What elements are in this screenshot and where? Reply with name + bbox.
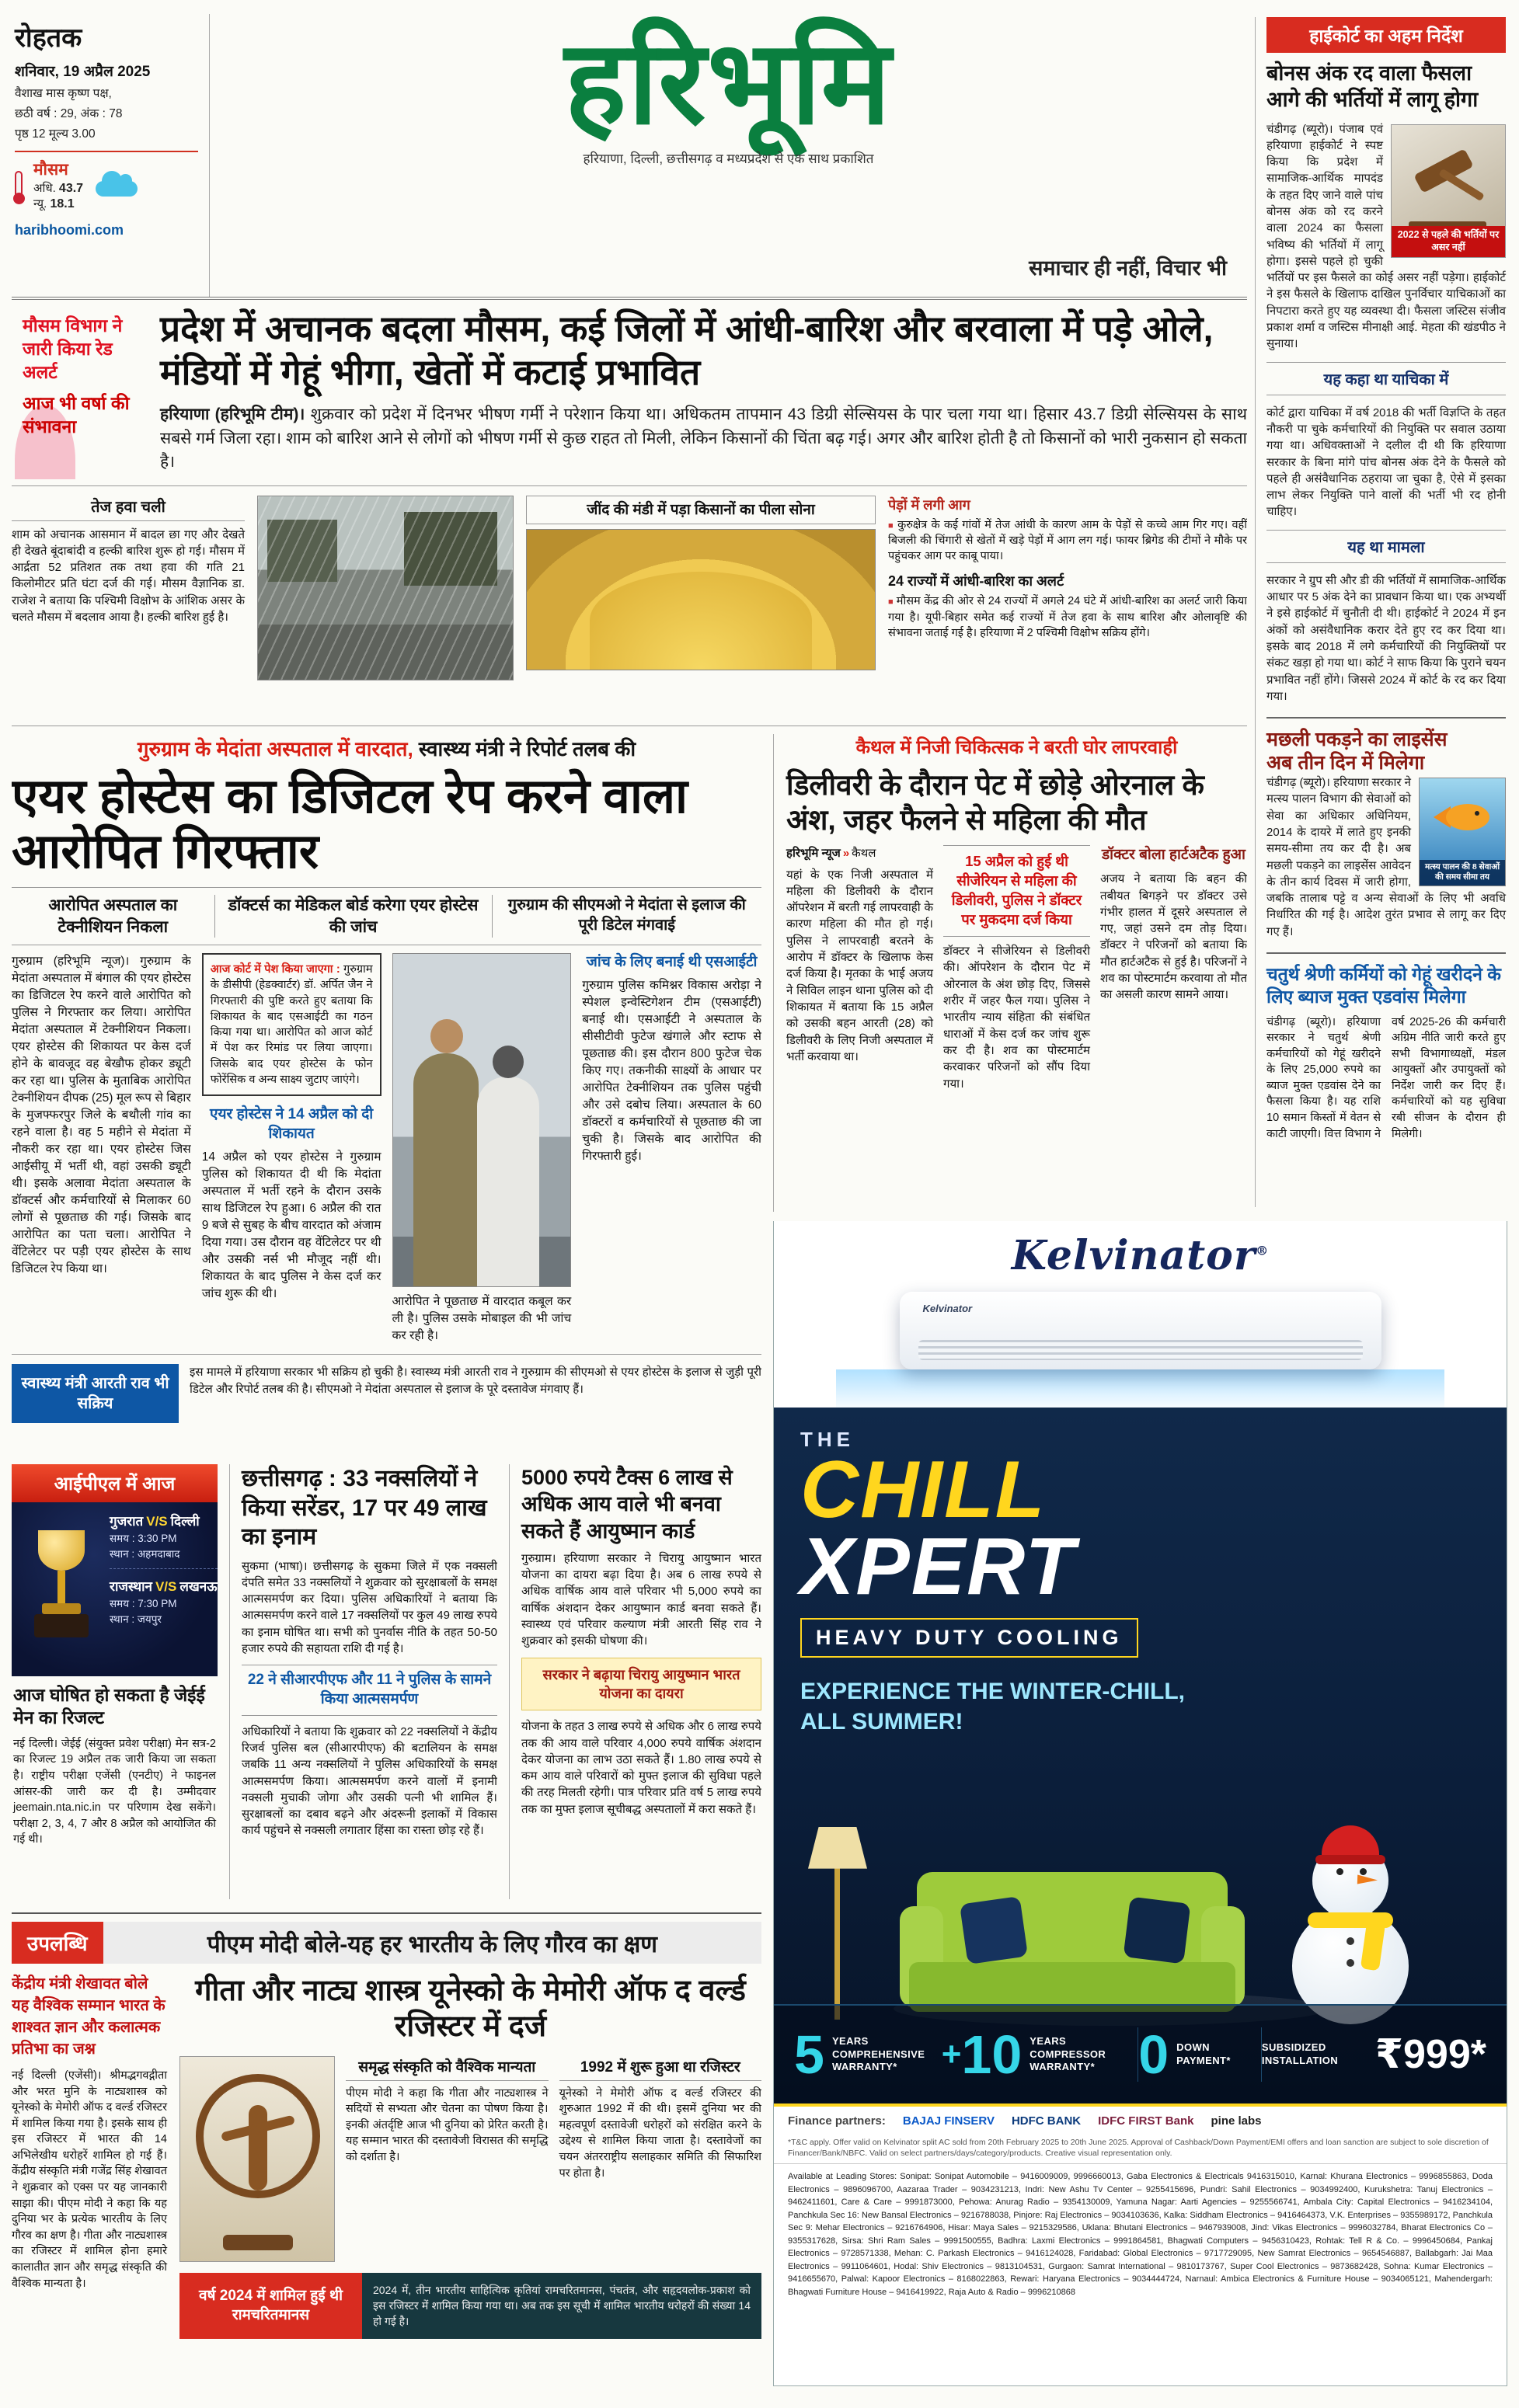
dealer-list: Available at Leading Stores: Sonipat: Sonipat Automobile – 9416009009, 9996660013, Gaba Electronics & Electricals 9416315010, Karnal: Khurana Electronics – 9996855863, Doda Electronics – 9896096700, Aazaraa Trader – 9034231213, Indri: New Ashu Tv Center – 9255415696, Pundri: Sahil Electronics – 9034992400, Kurukshetra: Tanuj Electronics – 9462411601, Care & Care – 9991873000, Pehowa: Anurag Radio – 9354130009, Yamuna Nagar: Aarti Agencies – 9255566741, Ambala City: Capital Electronics – 9416234104, Panchkula Sec 16: New Bansal Electronics – 9216788038, Pinjore: Raj Electronics – 9034103636, Kalka: Siddham Electronics – 9416464373, V.K. Enterprises – 9355989172, Panchkula Sec 9: Mehar Electronics – 9216764906, Hisar: Maya Sales – 9215329586, Uklana: Bhutani Electronics – 9467939008, Jind: Vikas Electronics – 9996032784, Bharat Electronics Co – 9355317628, Sirsa: Shri Ram Sales – 9991500555, Badhra: Laxmi Electronics – 9991864581, Bhagwati Computers – 9456310423, Rohtak: Tell R & Co. – 9996450684, Pankaj Electronics – 9728571338, Mehan: C. Parkash Electronics – 9416124028, Faridabad: Global Electronics – 9717729095, New Samrat Electronics – 9654546887, Ballabgarh: Jai Maa Electronics – 9911064601, Hodal: Shiv Electronics – 9813104531, Gurgaon: Samrat International – 9810173767, Super Cool Electronics – 9873682428, Sohna: Kumar Electronics – 9416655670, Palwal: Kapoor Electronics – 8168022863, Rewari: Haryana Electronics – 9034444724, Narnaul: Ambica Electronics & Furniture House – 9034065121, Mahendergarh: Bhagwati Furniture House – 9416419922, Raja Auto & Radio – 9996210868 xyxy=(774,2163,1507,2306)
ad-tagline: EXPERIENCE THE WINTER-CHILL, ALL SUMMER! xyxy=(800,1678,1186,1735)
minister-strip xyxy=(12,1354,761,1423)
date-line: शनिवार, 19 अप्रैल 2025 xyxy=(15,64,151,80)
unesco-sub2-body: यूनेस्को ने मेमोरी ऑफ द वर्ल्ड रजिस्टर की शुरुआत 1992 में की थी। इसमें दुनिया भर की महत्वपूर्ण दस्तावेजी धरोहरों को संरक्षित करने के उद्देश्य से शामिल किया जाता है। दस्तावेजों का चयन अंतरराष्ट्रीय सलाहकार समिति की सिफारिश पर होता है। xyxy=(559,2086,761,2180)
sit-body: गुरुग्राम पुलिस कमिश्नर विकास अरोड़ा ने स्पेशल इन्वेस्टिगेशन टीम (एसआईटी) बनाई थी। एसआईटी ने अस्पताल के सीसीटीवी फुटेज खंगाले और स्टाफ से पूछताछ की। इस दौरान 800 फुटेज चेक किए गए। तकनीकी साक्ष्यों के आधार पर आरोपित टेक्नीशियन तक पुलिस पहुंची और उसे दबोच लिया। अस्पताल के 60 डॉक्टरों व कर्मचारियों से पूछताछ की जा चुकी है। जिसके बाद आरोपित की गिरफ्तारी हुई। xyxy=(582,978,761,1163)
fish-headline xyxy=(1266,728,1506,774)
match1-venue: स्थान : अहमदाबाद xyxy=(110,1548,180,1560)
court-box-body: गुरुग्राम के डीसीपी (हेडक्वार्टर) डॉ. अर्पित जैन ने गिरफ्तारी की पुष्टि करते हुए बताया कि शिकायत के बाद एसआईटी का गठन किया गया था। आरोपित को आज कोर्ट में पेश कर रिमांड पर लिया जाएगा। जिसके बाद एयर होस्टेस के फोन फोरेंसिक व अन्य साक्ष्य जुटाए जाएंगे। xyxy=(210,962,373,1087)
temp-max xyxy=(33,180,83,196)
ramcharitmanas-body: 2024 में, तीन भारतीय साहित्यिक कृतियां रामचरितमानस, पंचतंत्र, और सहृदयलोक-प्रकाश को इस रजिस्टर में शामिल किया गया था। अब तक इस सूची में शामिल भारतीय धरोहरों की संख्या 14 हो गई है। xyxy=(362,2273,761,2339)
kaithal-headline: डिलीवरी के दौरान पेट में छोड़े ओरनाल के अंश, जहर फैलने से महिला की मौत xyxy=(786,769,1204,837)
fish-icon xyxy=(1420,778,1505,856)
naxal-body2: अधिकारियों ने बताया कि शुक्रवार को 22 नक्सलियों ने केंद्रीय रिजर्व पुलिस बल (सीआरपीएफ) की बटालियन के समक्ष जबकि 11 अन्य नक्सलियों ने पुलिस अधिकारियों के समक्ष आत्मसमर्पण किया। आत्मसमर्पण करने वालों में इनामी नक्सली मुचाकी जोगा और उसकी पत्नी भी शामिल हैं। सुरक्षाबलों का दबाव बढ़ने और अंदरूनी इलाकों में विकास कार्य पहुंचने से नक्सली लगातार हिंसा का रास्ता छोड़ रहे हैं। xyxy=(242,1724,497,1838)
kaithal-byline xyxy=(786,845,933,861)
fish-headline-line1: मछली पकड़ने का लाइसेंस xyxy=(1266,729,1448,751)
alerts-column xyxy=(888,496,1247,680)
naxal-body1: सुकमा (भाषा)। छत्तीसगढ़ के सुकमा जिले में एक नक्सली दंपति समेत 33 नक्सलियों ने शुक्रवार को सुरक्षाबलों के समक्ष आत्मसमर्पण कर दिया। पुलिस अधिकारियों ने बताया कि आत्मसमर्पण करने वाले 17 नक्सलियों पर कुल 49 लाख रुपये का इनाम घोषित था। सभी को पुनर्वास नीति के तहत 50-50 हजार रुपये की सहायता राशि दी गई है। xyxy=(242,1559,497,1655)
court-box-head: आज कोर्ट में पेश किया जाएगा : xyxy=(210,962,340,976)
match-1 xyxy=(110,1512,218,1561)
issue-line: छठी वर्ष : 29, अंक : 78 xyxy=(15,107,123,120)
minister-label: स्वास्थ्य मंत्री आरती राव भी सक्रिय xyxy=(12,1364,179,1423)
unesco-left-body: नई दिल्ली (एजेंसी)। श्रीमद्भगवद्गीता और भरत मुनि के नाट्यशास्त्र को यूनेस्को के मेमोरी ऑफ द वर्ल्ड रजिस्टर में शामिल किया गया है। इसके साथ ही इस रजिस्टर में भारत की 14 अभिलेखीय धरोहरें शामिल हो गई हैं। केंद्रीय संस्कृति मंत्री गजेंद्र सिंह शेखावत ने शुक्रवार को एक्स पर यह जानकारी साझा की। पीएम मोदी ने कहा कि यह दुनिया भर के प्रत्येक भारतीय के लिए गौरव का क्षण है। गीता और नाट्यशास्त्र का रजिस्टर में शामिल होना हमारे कालातीत ज्ञान और समृद्ध संस्कृति की वैश्विक मान्यता है। xyxy=(12,2069,167,2290)
ac-brand-text: Kelvinator xyxy=(922,1303,973,1314)
kaithal-story xyxy=(773,734,1247,1212)
states-alert-subhead: 24 राज्यों में आंधी-बारिश का अलर्ट xyxy=(888,573,1064,590)
finance-partners-row xyxy=(774,2104,1507,2135)
air-kicker-red: गुरुग्राम के मेदांता अस्पताल में वारदात, xyxy=(137,737,413,760)
highcourt-kicker: हाईकोर्ट का अहम निर्देश xyxy=(1266,17,1506,53)
calendar-line: वैशाख मास कृष्ण पक्ष, xyxy=(15,87,112,100)
newspaper-logo: हरिभूमि xyxy=(564,17,893,148)
warranty-5yr: 5 YEARS COMPREHENSIVE WARRANTY* xyxy=(794,2023,925,2085)
highcourt-sub2-head: यह था मामला xyxy=(1266,530,1506,563)
air-kicker xyxy=(12,734,761,762)
ayushman-story xyxy=(509,1464,761,1899)
weather-lead-story xyxy=(12,307,1247,726)
kelvinator-ad xyxy=(773,1221,1507,2386)
unesco-sub2 xyxy=(559,2056,762,2262)
unesco-left-column xyxy=(12,1973,167,2339)
air-decks xyxy=(12,887,761,945)
unesco-sub1-head: समृद्ध संस्कृति को वैश्विक मान्यता xyxy=(346,2056,549,2081)
mandi-title: जींद की मंडी में पड़ा किसानों का पीला सोना xyxy=(526,496,876,525)
match-divider xyxy=(110,1568,218,1569)
masthead-info-panel xyxy=(12,14,210,297)
registered-mark: ® xyxy=(1256,1243,1270,1258)
sidebar-divider xyxy=(1266,717,1506,719)
temp-min-label: न्यू. xyxy=(33,197,47,211)
thermometer-icon xyxy=(15,171,23,199)
price-line: पृष्ठ 12 मूल्य 3.00 xyxy=(15,127,96,141)
fish-headline-line2: अब तीन दिन में मिलेगा xyxy=(1266,752,1425,774)
rain-street-photo xyxy=(257,496,514,680)
kaithal-body2: डॉक्टर ने सीजेरियन से डिलीवरी की। ऑपरेशन के दौरान पेट में ओरनाल के अंश छोड़ दिए, जिससे शरीर में जहर फैल गया। पुलिस ने भारतीय न्याय संहिता की संबंधित धाराओं में केस दर्ज कर जांच शुरू कर दी है। शव का पोस्टमार्टम करवाकर परिजनों को सौंप दिया गया। xyxy=(943,945,1090,1091)
kaithal-kicker: कैथल में निजी चिकित्सक ने बरती घोर लापरवाही xyxy=(855,737,1178,758)
weather-box xyxy=(15,151,198,211)
naxal-story xyxy=(229,1464,497,1899)
temp-max-value: 43.7 xyxy=(58,182,84,195)
unesco-sub1 xyxy=(346,2056,549,2262)
zero-down-payment: 0 DOWN PAYMENT* xyxy=(1138,2023,1231,2085)
match2-venue: स्थान : जयपुर xyxy=(110,1613,162,1625)
winter-room-scene xyxy=(800,1748,1480,2027)
weather-lead-text: शुक्रवार को प्रदेश में दिनभर भीषण गर्मी ने परेशान किया था। अधिकतम तापमान 43 डिग्री सेल्सियस के पार चला गया था। हिसार 43.7 डिग्री सेल्सियस के साथ सबसे गर्म जिला रहा। शाम को बारिश आने से लोगों को भीषण गर्मी से कुछ राहत तो मिली, लेकिन किसानों की चिंता बढ़ गई। अगर और बारिश होती है तो किसानों को भारी नुकसान हो सकता है। xyxy=(160,405,1247,472)
ipl-panel xyxy=(12,1502,218,1676)
subsidized-installation: SUBSIDIZED INSTALLATION ₹999* xyxy=(1261,2031,1486,2077)
ipl-matches xyxy=(110,1512,218,1667)
nataraja-statue-photo xyxy=(179,2056,335,2262)
ac-grille xyxy=(918,1340,1363,1360)
ad-heavy-duty: HEAVY DUTY COOLING xyxy=(800,1618,1138,1658)
highcourt-sub2-body: सरकार ने ग्रुप सी और डी की भर्तियों में सामाजिक-आर्थिक आधार पर 5 अंक देने का प्रावधान किया था। एक अभ्यर्थी ने इसे हाईकोर्ट में चुनौती दी थी। हाईकोर्ट ने 2024 में इन अंकों को असंवैधानिक करार देते हुए रद कर दिया था। इसके बाद 2018 में लगे कर्मचारियों की नियुक्तियों पर संकट खड़ा हो गया था। कोर्ट ने साफ किया कि पुराने चयन प्रभावित नहीं होंगे। जिससे 2024 में कोर्ट के रद कर दिया गया। xyxy=(1266,573,1506,703)
warranty-10yr: 10 YEARS COMPRESSOR WARRANTY* xyxy=(961,2023,1106,2085)
weather-lead-label: हरियाणा (हरिभूमि टीम)। xyxy=(160,405,305,424)
kaithal-highlight-box: 15 अप्रैल को हुई थी सीजेरियन से महिला की डिलीवरी, पुलिस ने डॉक्टर पर मुकदमा दर्ज किया xyxy=(943,845,1090,937)
advance-body: चंडीगढ़ (ब्यूरो)। हरियाणा सरकार ने चतुर्थ श्रेणी कर्मचारियों को गेहूं खरीदने के लिए 25,000 रुपये का ब्याज मुक्त एडवांस देने का फैसला किया है। यह राशि 10 समान किस्तों में वेतन से काटी जाएगी। वित्त विभाग ने वर्ष 2025-26 की कर्मचारी अग्रिम नीति जारी करते हुए सभी विभागाध्यक्षों, मंडल आयुक्तों और उपायुक्तों को निर्देश जारी कर दिए हैं। कर्मचारियों को यह सुविधा रबी सीजन के दौरान ही मिलेगी। xyxy=(1266,1015,1506,1140)
highcourt-sub1-head: यह कहा था याचिका में xyxy=(1266,362,1506,395)
edition-city: रोहतक xyxy=(15,23,82,53)
sidebar-divider xyxy=(1266,952,1506,954)
weather-main xyxy=(160,307,1247,475)
lamp-icon xyxy=(834,1864,840,2020)
doctor-body: अजय ने बताया कि बहन की तबीयत बिगड़ने पर डॉक्टर उसे गंभीर हालत में दूसरे अस्पताल ले गए, जहां उसने दम तोड़ दिया। डॉक्टर ने परिजनों को बताया कि मौत हार्टअटैक से हुई है। परिजनों ने शव का पोस्टमार्टम करवाया तो मौत का असली कारण सामने आया। xyxy=(1100,872,1247,1002)
wheat-heap xyxy=(590,572,813,670)
website-link[interactable]: haribhoomi.com xyxy=(15,222,124,238)
weather-lead xyxy=(160,403,1247,474)
ad-top-area xyxy=(774,1221,1507,1408)
air-body-col4 xyxy=(582,953,761,1345)
temp-min xyxy=(33,196,83,211)
alert-line2: आज भी वर्षा की संभावना xyxy=(23,392,130,437)
bajaj-finserv-logo: BAJAJ FINSERV xyxy=(902,2114,995,2128)
terms-and-conditions: *T&C apply. Offer valid on Kelvinator split AC sold from 20th February 2025 to 20th June 2025. Approval of Cashback/Down Payment/EMI offers and loan sanction are subject to sole discretion of Financer/Bank/NBFC. Valid on select partners/days/category/products. Creative visual representation only. xyxy=(774,2135,1507,2163)
ayushman-headline: 5000 रुपये टैक्स 6 लाख से अधिक आय वाले भी बनवा सकते हैं आयुष्मान कार्ड xyxy=(521,1466,733,1543)
ad-the: THE xyxy=(800,1428,855,1451)
cool-air-glow xyxy=(836,1369,1444,1411)
unesco-story xyxy=(12,1912,761,2392)
match2-time: समय : 7:30 PM xyxy=(110,1598,177,1609)
states-alert-body: ■ मौसम केंद्र की ओर से 24 राज्यों में अगले 24 घंटे में आंधी-बारिश का अलर्ट जारी किया गया है। यूपी-बिहार समेत कई राज्यों में तेज हवा के साथ बारिश और ओलावृष्टि की संभावना जताई गई है। हरियाणा में 2 पश्चिमी विक्षोभ सक्रिय होंगे। xyxy=(888,593,1247,641)
jee-body: नई दिल्ली। जेईई (संयुक्त प्रवेश परीक्षा) मेन सत्र-2 का रिजल्ट 19 अप्रैल तक जारी किया जा सकता है। राष्ट्रीय परीक्षा एजेंसी (एनटीए) ने फाइनल आंसर-की जारी कर दी है। उम्मीदवार jeemain.nta.nic.in पर परिणाम देख सकेंगे। परीक्षा 2, 3, 4, 7 और 8 अप्रैल को आयोजित की गई थी। xyxy=(13,1737,216,1846)
highcourt-body: चंडीगढ़ (ब्यूरो)। पंजाब एवं हरियाणा हाईकोर्ट ने स्पष्ट किया कि प्रदेश में सामाजिक-आर्थिक मापदंड के तहत दिए जाने वाले पांच बोनस अंक को रद करने वाला 2024 का फैसला भविष्य की भर्तियों में लागू होगा। इससे पहले हो चुकी भर्तियों पर इस फैसले का कोई असर नहीं पड़ेगा। हाईकोर्ट ने इस फैसले के खिलाफ दाखिल पुनर्विचार याचिकाओं का निपटारा करते हुए यह व्यवस्था दी। फैसला जस्टिस संजीव प्रकाश शर्मा व जस्टिस मीनाक्षी आई. मेहता की खंडपीठ ने सुनाया। xyxy=(1266,122,1506,351)
masthead xyxy=(12,14,1247,300)
byline-location: कैथल xyxy=(852,847,876,861)
fire-body: ■ कुरुक्षेत्र के कई गांवों में तेज आंधी के कारण आम के पेड़ों से कच्चे आम गिर गए। वहीं बिजली की चिंगारी से खेतों में खड़े पेड़ों में आग लग गई। फायर ब्रिगेड की टीमों ने मौके पर पहुंचकर आग पर काबू पाया। xyxy=(888,517,1247,565)
complaint-body: 14 अप्रैल को एयर होस्टेस ने गुरुग्राम पुलिस को शिकायत दी थी कि मेदांता अस्पताल में भर्ती रहने के दौरान उसके साथ डिजिटल रेप हुआ। 6 अप्रैल की रात 9 बजे से सुबह के बीच वारदात को अंजाम दिया गया। उस दौरान वह वेंटिलेटर पर थी और उसकी नर्स भी मौजूद नहीं थी। शिकायत के बाद पुलिस ने केस दर्ज कर जांच शुरू की थी। xyxy=(201,1150,381,1300)
wheat-mandi-photo xyxy=(526,529,876,670)
ramcharitmanas-label: वर्ष 2024 में शामिल हुई थी रामचरितमानस xyxy=(179,2273,362,2339)
minister-quote: केंद्रीय मंत्री शेखावत बोले यह वैश्विक सम्मान भारत के शाश्वत ज्ञान और कलात्मक प्रतिभा का जश्न xyxy=(12,1975,165,2058)
kaithal-col2 xyxy=(943,845,1090,1092)
kaithal-col1 xyxy=(786,845,933,1092)
cushion xyxy=(960,1896,1028,1964)
air-hostess-story xyxy=(12,734,761,1453)
ac-unit-image xyxy=(900,1292,1381,1369)
ipl-header: आईपीएल में आज xyxy=(12,1464,218,1502)
accused-figure xyxy=(477,1077,539,1286)
wind-body: शाम को अचानक आसमान में बादल छा गए और देखते ही देखते बूंदाबांदी व हल्की बारिश शुरू हो गई। मौसम में आर्द्रता 52 प्रतिशत तक तथा हवा की गति 21 किलोमीटर प्रति घंटा दर्ज की गई। मौसम वैज्ञानिक डा. राजेश ने बताया कि पश्चिमी विक्षोभ के आंशिक असर के चलते मौसम में बदलाव आया है। हल्की बारिश हुई है। xyxy=(12,527,245,625)
jee-headline: आज घोषित हो सकता है जेईई मेन का रिजल्ट xyxy=(13,1685,205,1728)
pm-quote-band: पीएम मोदी बोले-यह हर भारतीय के लिए गौरव का क्षण xyxy=(103,1922,761,1964)
rain-overlay xyxy=(258,496,513,680)
unesco-right-area xyxy=(179,1973,761,2339)
masthead-center xyxy=(210,14,1247,297)
police-figure xyxy=(413,1053,479,1286)
air-body-col2 xyxy=(202,953,381,1345)
kaithal-col3 xyxy=(1100,845,1247,1092)
pine-labs-logo: pine labs xyxy=(1211,2114,1262,2128)
weather-readings xyxy=(33,158,83,211)
match2-team1: राजस्थान xyxy=(110,1579,152,1594)
cushion xyxy=(1124,1896,1191,1964)
naxal-headline: छत्तीसगढ़ : 33 नक्सलियों ने किया सरेंडर, 17 पर 49 लाख का इनाम xyxy=(242,1466,487,1550)
air-body-col1: गुरुग्राम (हरिभूमि न्यूज)। गुरुग्राम के मेदांता अस्पताल में बंगाल की एयर होस्टेस का डिजिटल रेप करने वाले आरोपित को पुलिस ने गिरफ्तार कर लिया। आरोपित मेदांता अस्पताल में टेक्नीशियन निकला। एयर होस्टेस की शिकायत पर केस दर्ज होने के बावजूद वह बेखौफ होकर ड्यूटी कर रहा था। पुलिस के मुताबिक आरोपित टेक्नीशियन दीपक (25) मूल रूप से बिहार के मुजफ्फरपुर जिले के बथौली गांव का रहने वाला है। वह 5 महीने से मेदांता में नौकरी कर रहा था। एयर होस्टेस जिस आईसीयू में भर्ती थी, वहां उसकी ड्यूटी थी। इसके अलावा मेदांता अस्पताल के डॉक्टर्स और कर्मचारियों से मिलाकर 60 लोगों से पूछताछ की गई। जिसके बाद आरोपित का पता चला। आरोपित ने वेंटिलेटर पर पड़ी एयर होस्टेस के साथ डिजिटल रेप किया था। xyxy=(12,954,191,1275)
match1-time: समय : 3:30 PM xyxy=(110,1533,177,1544)
weather-headline: प्रदेश में अचानक बदला मौसम, कई जिलों में आंधी-बारिश और बरवाला में पड़े ओले, मंडियों में गेहूं भीगा, खेतों में कटाई प्रभावित xyxy=(160,308,1214,393)
minister-body: इस मामले में हरियाणा सरकार भी सक्रिय हो चुकी है। स्वास्थ्य मंत्री आरती राव ने गुरुग्राम की सीएमओ से एयर होस्टेस के इलाज से जुड़ी पूरी डिटेल और रिपोर्ट तलब की है। सीएमओ ने मेदांता अस्पताल से इलाज के पूरे दस्तावेज मंगवाए हैं। xyxy=(190,1365,761,1396)
air-deck-3: गुरुग्राम की सीएमओ ने मेदांता से इलाज की पूरी डिटेल मंगवाई xyxy=(492,895,761,938)
carrot-nose xyxy=(1357,1874,1378,1884)
warranty-strip xyxy=(774,2004,1507,2104)
tagline: समाचार ही नहीं, विचार भी xyxy=(1029,256,1227,280)
trophy-icon xyxy=(21,1512,102,1667)
hdfc-bank-logo: HDFC BANK xyxy=(1011,2114,1082,2128)
kaithal-body1: यहां के एक निजी अस्पताल में महिला की डिलीवरी के दौरान ऑपरेशन में बरती गई लापरवाही के कारण महिला की मौत हो गई। पुलिस ने लापरवाही बरतने के आरोप में डॉक्टर के खिलाफ केस दर्ज किया है। मृतका के भाई अजय ने सिविल लाइन थाना पुलिस को दी शिकायत में बताया कि 15 अप्रैल को उसकी बहन आरती (28) को डिलीवरी के लिए निजी अस्पताल में भर्ती करवाया था। xyxy=(786,868,933,1063)
finance-label: Finance partners: xyxy=(788,2114,886,2128)
fish-body: चंडीगढ़ (ब्यूरो)। हरियाणा सरकार ने मत्स्य पालन विभाग की सेवाओं को सेवा का अधिकार अधिनियम, 2014 के दायरे में लाते हुए इनकी समय-सीमा तय कर दी है। अब मछली पकड़ने का लाइसेंस आवेदन के तीन कार्य दिवस में जारी होगा, जबकि तालाब पट्टे व अन्य सेवाओं के लिए भी अवधि निर्धारित की गई है। आदेश तुरंत प्रभाव से लागू कर दिए गए हैं। xyxy=(1266,776,1506,938)
air-deck-2: डॉक्टर्स का मेडिकल बोर्ड करेगा एयर होस्टेस की जांच xyxy=(214,895,492,938)
doctor-subhead: डॉक्टर बोला हार्टअटैक हुआ xyxy=(1102,847,1246,864)
gavel-photo-caption: 2022 से पहले की भर्तियों पर असर नहीं xyxy=(1392,226,1505,256)
unesco-sub1-body: पीएम मोदी ने कहा कि गीता और नाट्यशास्त्र ने सदियों से सभ्यता और चेतना का पोषण किया है। इनकी अंतर्दृष्टि आज भी दुनिया को प्रेरित करती है। यह सम्मान भारत की दस्तावेजी विरासत की समृद्धि को दर्शाता है। xyxy=(346,2086,549,2164)
highcourt-headline: बोनस अंक रद वाला फैसला आगे की भर्तियों में लागू होगा xyxy=(1266,61,1479,111)
match2-team2: लखनऊ xyxy=(179,1579,218,1594)
match1-team2: दिल्ली xyxy=(170,1514,200,1529)
achievement-badge: उपलब्धि xyxy=(12,1922,103,1964)
sit-subhead: जांच के लिए बनाई थी एसआईटी xyxy=(586,953,758,970)
ayushman-body2: योजना के तहत 3 लाख रुपये से अधिक और 6 लाख रुपये तक की आय वाले परिवार 4,000 रुपये वार्षिक अंशदान देकर योजना का लाभ उठा सकते हैं। 1.80 लाख रुपये से कम आय वाले परिवारों को मुफ्त इलाज की सुविधा पहले की तरह मिलती रहेगी। पात्र परिवार प्रति वर्ष 5 लाख रुपये तक का मुफ्त इलाज सूचीबद्ध अस्पतालों में करा सकते हैं। xyxy=(521,1720,761,1816)
ad-xpert: XPERT xyxy=(800,1521,1076,1612)
mandi-column xyxy=(526,496,876,680)
kelvinator-logo: Kelvinator® xyxy=(1011,1232,1270,1279)
accused-arrest-photo xyxy=(392,953,572,1287)
wind-subhead: तेज हवा चली xyxy=(12,496,245,521)
air-body-col3 xyxy=(392,953,572,1345)
jee-story xyxy=(12,1676,218,1848)
ipl-box xyxy=(12,1464,218,1899)
plus-sign: + xyxy=(941,2035,962,2073)
match1-vs: V/S xyxy=(146,1514,168,1529)
temp-min-value: 18.1 xyxy=(50,197,75,211)
byline-brand: हरिभूमि न्यूज xyxy=(786,847,841,861)
match2-vs: V/S xyxy=(155,1579,177,1594)
right-sidebar xyxy=(1255,17,1507,1207)
red-alert-box xyxy=(12,307,148,475)
air-headline: एयर होस्टेस का डिजिटल रेप करने वाला आरोपित गिरफ्तार xyxy=(12,770,688,879)
naxal-subhead: 22 ने सीआरपीएफ और 11 ने पुलिस के सामने किया आत्मसमर्पण xyxy=(242,1665,497,1715)
match-2 xyxy=(110,1577,218,1626)
ad-chill: CHILL xyxy=(800,1445,1047,1535)
byline-separator: » xyxy=(842,847,850,861)
air-kicker-black: स्वास्थ्य मंत्री ने रिपोर्ट तलब की xyxy=(413,737,636,760)
fire-subhead: पेड़ों में लगी आग xyxy=(888,496,970,513)
fish-photo-caption: मत्स्य पालन की 8 सेवाओं की समय सीमा तय xyxy=(1420,860,1505,886)
weather-label: मौसम xyxy=(33,161,68,179)
ad-dark-area xyxy=(774,1408,1507,2104)
idfc-first-bank-logo: IDFC FIRST Bank xyxy=(1098,2114,1194,2128)
cloud-icon xyxy=(96,181,138,197)
wind-column xyxy=(12,496,245,680)
complaint-subhead: एयर होस्टेस ने 14 अप्रैल को दी शिकायत xyxy=(210,1106,374,1142)
unesco-headline: गीता और नाट्य शास्त्र यूनेस्को के मेमोरी ऑफ द वर्ल्ड रजिस्टर में दर्ज xyxy=(195,1975,746,2044)
goldfish-photo xyxy=(1419,778,1506,886)
advance-headline: चतुर्थ श्रेणी कर्मियों को गेहूं खरीदने के लिए ब्याज मुक्त एडवांस मिलेगा xyxy=(1266,964,1501,1007)
air-deck-1: आरोपित अस्पताल का टेक्नीशियन निकला xyxy=(48,896,178,936)
match1-team1: गुजरात xyxy=(110,1514,144,1529)
temp-max-label: अधि. xyxy=(33,182,56,195)
photo-followup-body: आरोपित ने पूछताछ में वारदात कबूल कर ली है। पुलिस उसके मोबाइल की भी जांच कर रही है। xyxy=(392,1294,572,1342)
ayushman-body1: गुरुग्राम। हरियाणा सरकार ने चिरायु आयुष्मान भारत योजना का दायरा बढ़ा दिया है। अब 6 लाख रुपये से अधिक वार्षिक आय वाले परिवार भी 5,000 रुपये का वार्षिक अंशदान देकर आयुष्मान कार्ड बनवा सकते हैं। स्वास्थ्य एवं परिवार कल्याण मंत्री आरती सिंह राव ने शुक्रवार को इसकी घोषणा की। xyxy=(521,1551,761,1648)
alert-line1: मौसम विभाग ने जारी किया रेड अलर्ट xyxy=(23,315,123,382)
court-box xyxy=(202,953,381,1096)
unesco-sub2-head: 1992 में शुरू हुआ था रजिस्टर xyxy=(559,2056,762,2081)
snowman-hat xyxy=(1322,1825,1379,1860)
ayushman-highlight-box: सरकार ने बढ़ाया चिरायु आयुष्मान भारत योजना का दायरा xyxy=(521,1658,761,1711)
gavel-photo xyxy=(1391,124,1506,258)
publish-line: हरियाणा, दिल्ली, छत्तीसगढ़ व मध्यप्रदेश से एक साथ प्रकाशित xyxy=(583,151,874,166)
highcourt-sub1-body: कोर्ट द्वारा याचिका में वर्ष 2018 की भर्ती विज्ञप्ति के तहत नौकरी पा चुके कर्मचारियों की नियुक्ति पर सवाल उठाया गया था। अधिवक्ताओं ने दलील दी थी कि हरियाणा सरकार के बिना मांगे पांच बोनस अंक देने के फैसले को पहले ही असंवैधानिक ठहराया जा चुका है, ऐसे में इसका लाभ लेकर नियुक्ति पाने वालों की भर्ती भी रद होनी चाहिए। xyxy=(1266,405,1506,519)
